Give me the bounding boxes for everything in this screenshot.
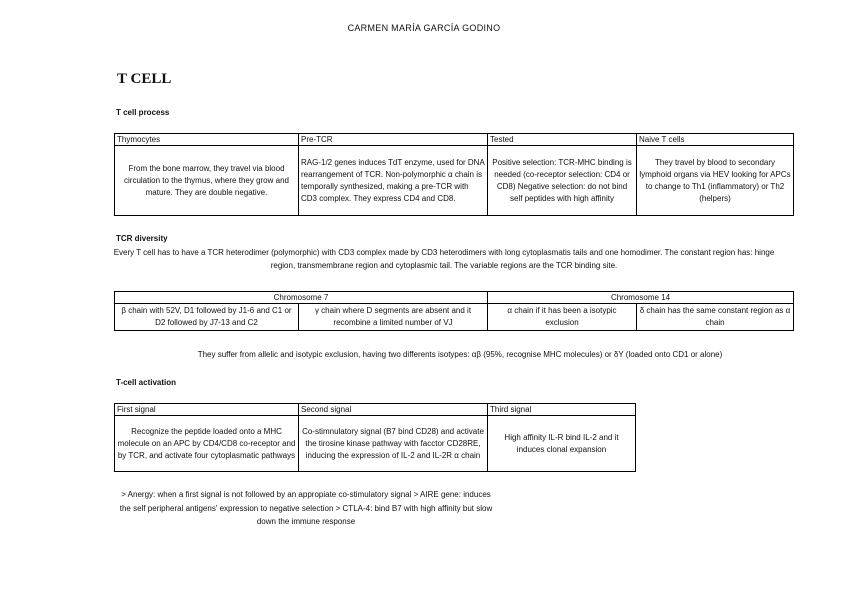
author-header: CARMEN MARÍA GARCÍA GODINO (347, 23, 501, 33)
process-cell-thymocytes: From the bone marrow, they travel via blood circulation to the thymus, where they grow and mature. They are double negative. (115, 146, 299, 216)
activation-notes: > Anergy: when a first signal is not followed by an appropiate co-stimulatory signal > AIRE gene: induces the self peripheral antigens' expression to negative selection > CTLA-4: bind B7 with high affinity but slow down the immune response (119, 490, 493, 526)
section-heading-process: T cell process (116, 108, 170, 117)
chromosome-14-header: Chromosome 14 (488, 292, 794, 304)
exclusion-note: They suffer from allelic and isotypic exclusion, having two differents isotypes: αβ (95%, recognise MHC molecules) or δY (loaded onto CD1 or alone) (197, 350, 723, 359)
activation-header-second: Second signal (299, 404, 488, 416)
first-signal-cell: Recognize the peptide loaded onto a MHC molecule on an APC by CD4/CD8 co-receptor and by TCR, and activate four cytoplasmatic pathways (115, 416, 299, 472)
process-header-tested: Tested (488, 134, 637, 146)
process-table (114, 133, 794, 216)
chromosome-table (114, 291, 794, 331)
alpha-chain-cell: α chain if it has been a isotypic exclusion (488, 304, 637, 331)
section-heading-diversity: TCR diversity (116, 234, 168, 243)
third-signal-cell: High affinity IL-R bind IL-2 and it induces clonal expansion (488, 416, 636, 472)
process-cell-tested: Positive selection: TCR-MHC binding is needed (co-receptor selection: CD4 or CD8) Negative selection: do not bind self peptides with high affinity (488, 146, 637, 216)
beta-chain-cell: β chain with 52V, D1 followed by J1-6 and C1 or D2 followed by J7-13 and C2 (115, 304, 299, 331)
process-header-thymocytes: Thymocytes (115, 134, 299, 146)
section-heading-activation: T-cell activation (116, 378, 177, 387)
activation-table (114, 403, 636, 472)
page-title: T CELL (117, 71, 172, 87)
second-signal-cell: Co-stimnulatory signal (B7 bind CD28) and activate the tirosine kinase pathway with facctor CD28RE, inducing the expression of IL-2 and IL-2R α chain (299, 416, 488, 472)
activation-header-third: Third signal (488, 404, 636, 416)
chromosome-7-header: Chromosome 7 (115, 292, 488, 304)
activation-header-first: First signal (115, 404, 299, 416)
process-cell-naive: They travel by blood to secondary lymphoid organs via HEV looking for APCs to change to Th1 (inflammatory) or Th2 (helpers) (637, 146, 794, 216)
delta-chain-cell: δ chain has the same constant region as α chain (637, 304, 794, 331)
process-header-naive: Naive T cells (637, 134, 794, 146)
process-cell-pre-tcr: RAG-1/2 genes induces TdT enzyme, used for DNA rearrangement of TCR. Non-polymorphic α chain is temporally synthesized, making a pre-TCR with CD3 complex. They express CD4 and CD8. (299, 146, 488, 216)
gamma-chain-cell: γ chain where D segments are absent and it recombine a limited number of VJ (299, 304, 488, 331)
diversity-paragraph: Every T cell has to have a TCR heterodimer (polymorphic) with CD3 complex made by CD3 heterodimers with long cytoplasmatis tails and one homodimer. The constant region has: hinge region, transmembrane region and cytoplasmic tail. The variable regions are the TCR binding site. (113, 248, 775, 270)
process-header-pre-tcr: Pre-TCR (299, 134, 488, 146)
